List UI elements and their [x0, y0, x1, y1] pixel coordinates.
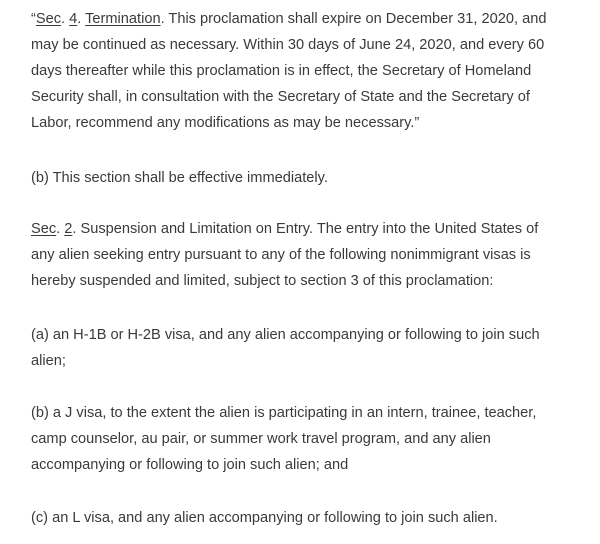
sec-word: Sec: [31, 221, 57, 237]
section-2-line-3: hereby suspended and limited, subject to section 3 of this proclamation:: [31, 273, 494, 289]
sec-number: 2: [64, 221, 73, 237]
effective-line-1: (b) This section shall be effective immediately.: [31, 170, 328, 186]
section-2-line-2: any alien seeking entry pursuant to any of the following nonimmigrant visas is: [31, 247, 531, 263]
item-c-paragraph: [31, 505, 588, 531]
termination-paragraph: [31, 6, 588, 136]
open-quote: “: [31, 11, 36, 27]
termination-line-1: [31, 6, 588, 32]
item-c-line-1: (c) an L visa, and any alien accompanying or following to join such alien.: [31, 510, 498, 526]
termination-line-3: days thereafter while this proclamation is in effect, the Secretary of Homeland: [31, 63, 532, 79]
section-2-line-1: [31, 216, 588, 242]
section-2-line-1-text: . Suspension and Limitation on Entry. The entry into the United States of: [72, 221, 539, 237]
termination-line-1-text: . This proclamation shall expire on December 31, 2020, and: [160, 11, 547, 27]
item-b-line-1: (b) a J visa, to the extent the alien is participating in an intern, trainee, teacher,: [31, 405, 537, 421]
item-a-line-2: alien;: [31, 353, 66, 369]
termination-line-4: Security shall, in consultation with the Secretary of State and the Secretary of: [31, 89, 530, 105]
item-b-paragraph: [31, 400, 588, 478]
item-a-paragraph: [31, 322, 588, 374]
effective-paragraph: [31, 165, 588, 191]
sec-word: Sec: [35, 11, 62, 27]
section-2-paragraph: [31, 216, 588, 294]
termination-heading: Termination: [85, 11, 161, 27]
sec-dot: .: [56, 221, 65, 237]
item-a-line-1: (a) an H-1B or H-2B visa, and any alien accompanying or following to join such: [31, 327, 540, 343]
termination-line-5: Labor, recommend any modifications as may be necessary.”: [31, 115, 420, 131]
sec-dot: .: [61, 11, 70, 27]
item-b-line-2: camp counselor, au pair, or summer work travel program, and any alien: [31, 431, 491, 447]
sec-number: 4: [69, 11, 78, 27]
sec-number-dot: .: [77, 11, 86, 27]
termination-line-2: may be continued as necessary. Within 30 days of June 24, 2020, and every 60: [31, 37, 545, 53]
item-b-line-3: accompanying or following to join such alien; and: [31, 457, 349, 473]
